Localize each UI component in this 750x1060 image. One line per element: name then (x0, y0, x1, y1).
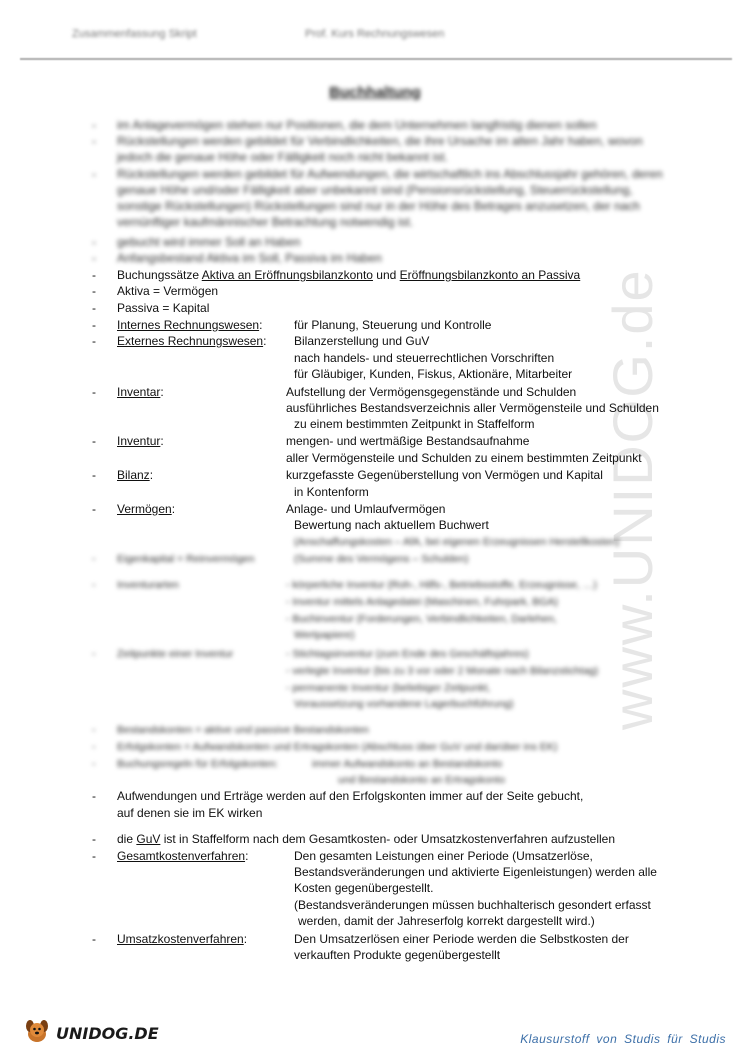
watermark: www.UNIDOG.de (601, 268, 664, 730)
page-title: Buchhaltung (329, 84, 421, 101)
footer-slogan: Klausurstoff von Studis für Studis (520, 1032, 726, 1046)
dog-icon (22, 1016, 52, 1051)
unidog-logo[interactable] (22, 1016, 159, 1051)
header-divider (20, 58, 732, 60)
header-right: Prof. Kurs Rechnungswesen (305, 28, 445, 40)
header-left: Zusammenfassung Skript (72, 28, 197, 40)
logo-text: UNIDOG.DE (56, 1024, 159, 1043)
